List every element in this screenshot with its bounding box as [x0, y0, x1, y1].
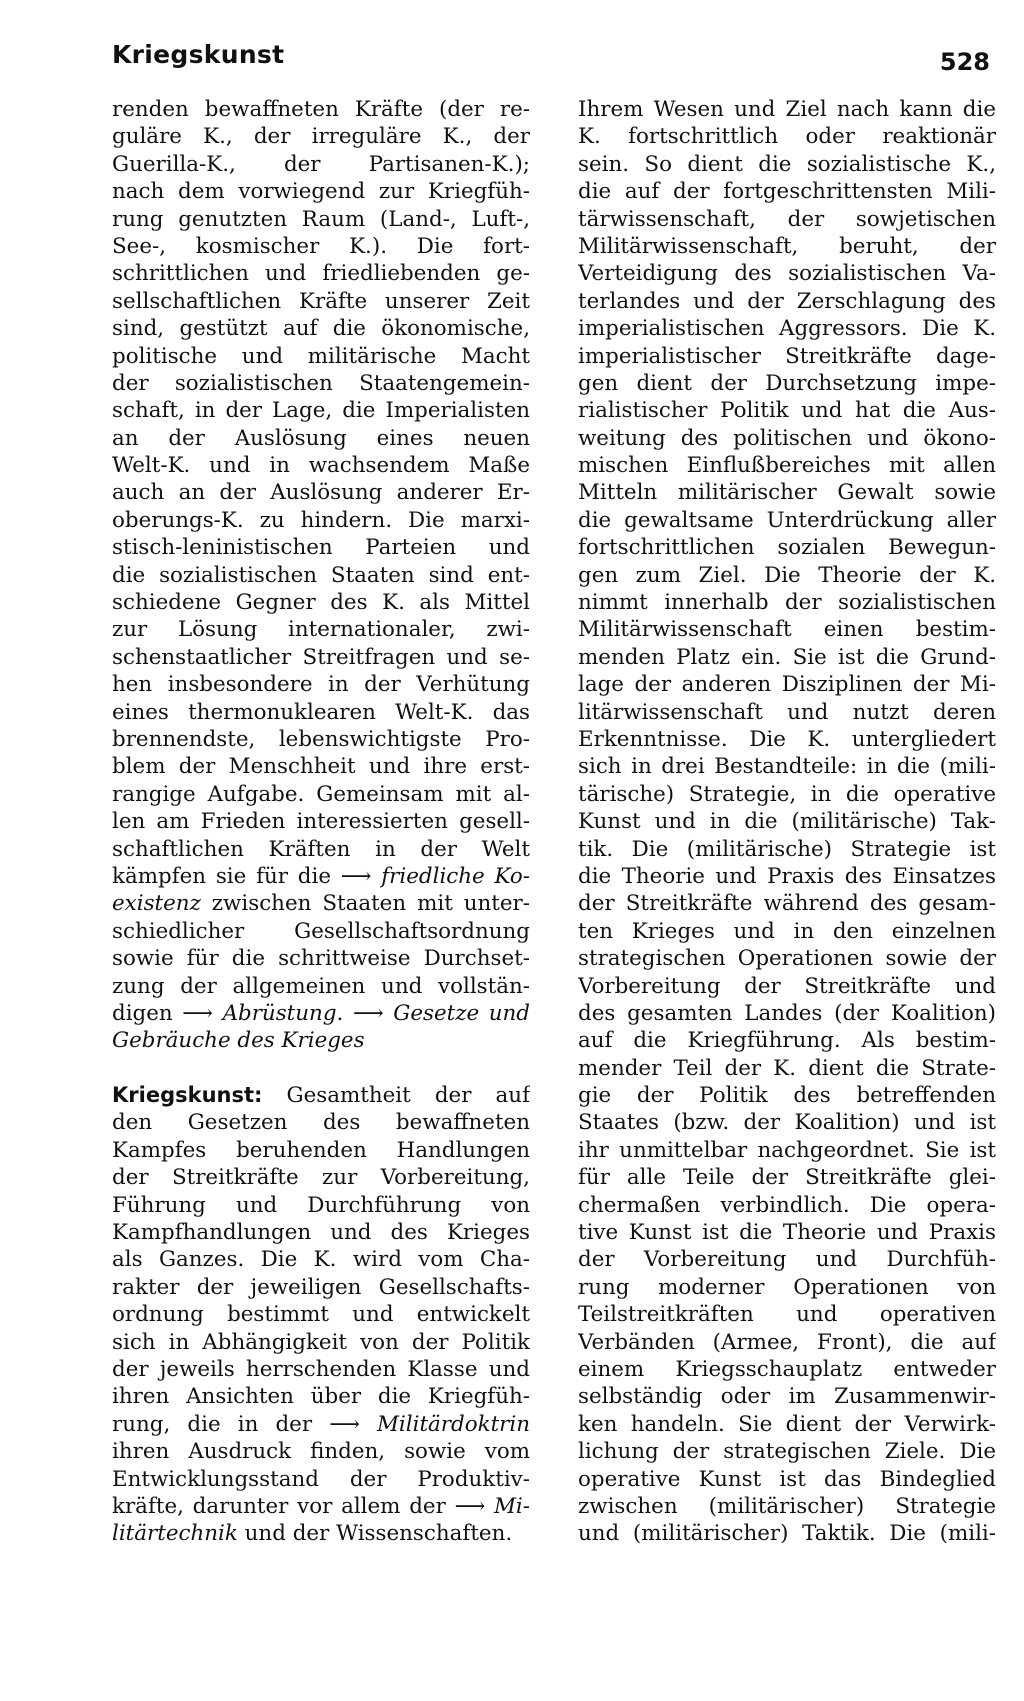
text-line: selbständig oder im Zusammenwir-: [578, 1384, 996, 1410]
cross-reference-arrow: ⟶: [454, 1493, 495, 1519]
text-line: brennendste, lebenswichtigste Pro-: [112, 726, 530, 752]
text-line: ihren Ansichten über die Kriegfüh-: [112, 1384, 530, 1410]
text-line: sich in drei Bestandteile: in die (mili-: [578, 754, 996, 780]
cross-reference-arrow: ⟶: [343, 1000, 394, 1026]
cross-reference-link[interactable]: Mi-: [494, 1493, 530, 1519]
text-line: Ihrem Wesen und Ziel nach kann die: [578, 97, 996, 122]
text-line: schaftlichen Kräften in der Welt: [112, 836, 530, 862]
text-line-friedliche-koexistenz: [112, 863, 530, 890]
text-line: Vorbereitung der Streitkräfte und: [578, 973, 996, 999]
text-line: weitung des politischen und ökono-: [578, 425, 996, 451]
text-line: Staates (bzw. der Koalition) und ist: [578, 1110, 996, 1136]
text-line: gie der Politik des betreffenden: [578, 1083, 996, 1109]
cross-reference-link[interactable]: friedliche Ko-: [381, 863, 530, 889]
cross-reference-link[interactable]: Gesetze und: [393, 1000, 530, 1026]
text-line: Guerilla-K., der Partisanen-K.);: [112, 151, 530, 177]
text-line: menden Platz ein. Sie ist die Grund-: [578, 644, 996, 670]
text-line: Militärwissenschaft, beruht, der: [578, 233, 996, 259]
text-line: Welt-K. und in wachsendem Maße: [112, 453, 530, 479]
text-line: [112, 890, 530, 917]
text-line: Mitteln militärischer Gewalt sowie: [578, 480, 996, 506]
text-line: schiedene Gegner des K. als Mittel: [112, 590, 530, 616]
text-line: mischen Einflußbereiches mit allen: [578, 453, 996, 479]
text-segment: Gesamtheit der auf: [262, 1083, 530, 1109]
text-line: gen zum Ziel. Die Theorie der K.: [578, 562, 996, 588]
text-line: die gewaltsame Unterdrückung aller: [578, 507, 996, 533]
text-line: chermaßen verbindlich. Die opera-: [578, 1192, 996, 1218]
text-line: Militärwissenschaft einen bestim-: [578, 617, 996, 643]
text-line: rung moderner Operationen von: [578, 1274, 996, 1300]
text-line: eines thermonuklearen Welt-K. das: [112, 699, 530, 725]
text-line: schrittlichen und friedliebenden ge-: [112, 261, 530, 287]
left-column: [112, 96, 530, 1548]
entry-first-line: [112, 1082, 530, 1109]
text-line: oberungs-K. zu hindern. Die marxi-: [112, 507, 530, 533]
text-line: nimmt innerhalb der sozialistischen: [578, 590, 996, 616]
text-line: mender Teil der K. dient die Strate-: [578, 1055, 996, 1081]
cross-reference-arrow: ⟶: [329, 1411, 378, 1437]
text-segment: zwischen Staaten mit unter-: [200, 891, 530, 917]
text-line: tärwissenschaft, der sowjetischen: [578, 206, 996, 232]
text-line: Verbänden (Armee, Front), die auf: [578, 1329, 996, 1355]
text-line: rung genutzten Raum (Land-, Luft-,: [112, 206, 530, 232]
text-line: sind, gestützt auf die ökonomische,: [112, 316, 530, 342]
text-line: ordnung bestimmt und entwickelt: [112, 1302, 530, 1328]
text-line: als Ganzes. Die K. wird vom Cha-: [112, 1247, 530, 1273]
text-line: der sozialistischen Staatengemein-: [112, 370, 530, 396]
text-line: blem der Menschheit und ihre erst-: [112, 754, 530, 780]
text-line: auf die Kriegführung. Als bestim-: [578, 1028, 996, 1054]
text-line: politische und militärische Macht: [112, 343, 530, 369]
running-head: Kriegskunst: [112, 40, 285, 69]
text-line: sich in Abhängigkeit von der Politik: [112, 1329, 530, 1355]
text-line: rialistischer Politik und hat die Aus-: [578, 398, 996, 424]
text-line: rakter der jeweiligen Gesellschafts-: [112, 1274, 530, 1300]
text-line: der jeweils herrschenden Klasse und: [112, 1356, 530, 1382]
text-line: einem Kriegsschauplatz entweder: [578, 1356, 996, 1382]
text-segment: kräfte, darunter vor allem der: [112, 1493, 455, 1519]
text-line: schenstaatlicher Streitfragen und se-: [112, 644, 530, 670]
text-line: K. fortschrittlich oder reaktionär: [578, 124, 996, 150]
text-line: lichung der strategischen Ziele. Die: [578, 1439, 996, 1465]
text-line: zur Lösung internationaler, zwi-: [112, 617, 530, 643]
text-line-militaerdoktrin: [112, 1411, 530, 1438]
entry-headword: Kriegskunst:: [112, 1083, 263, 1108]
text-line: operative Kunst ist das Bindeglied: [578, 1466, 996, 1492]
text-line: guläre K., der irreguläre K., der: [112, 124, 530, 150]
text-line: terlandes und der Zerschlagung des: [578, 288, 996, 314]
text-line: sein. So dient die sozialistische K.,: [578, 151, 996, 177]
text-line: tik. Die (militärische) Strategie ist: [578, 836, 996, 862]
cross-reference-link[interactable]: existenz: [112, 891, 201, 917]
text-line: nach dem vorwiegend zur Kriegfüh-: [112, 179, 530, 205]
text-line: Entwicklungsstand der Produktiv-: [112, 1466, 530, 1492]
text-line: sellschaftlichen Kräfte unserer Zeit: [112, 288, 530, 314]
text-line: ihr unmittelbar nachgeordnet. Sie ist: [578, 1137, 996, 1163]
text-line: den Gesetzen des bewaffneten: [112, 1110, 530, 1136]
text-line: lage der anderen Disziplinen der Mi-: [578, 672, 996, 698]
text-line: ihren Ausdruck finden, sowie vom: [112, 1439, 530, 1465]
cross-reference-link[interactable]: Gebräuche des Krieges: [112, 1028, 365, 1054]
text-segment: kämpfen sie für die: [112, 863, 341, 889]
text-line: strategischen Operationen sowie der: [578, 946, 996, 972]
cross-reference-link[interactable]: Abrüstung.: [222, 1000, 344, 1026]
text-line: der Streitkräfte während des gesam-: [578, 891, 996, 917]
text-line-militaertechnik: [112, 1493, 530, 1520]
page-number: 528: [939, 48, 990, 76]
cross-reference-link[interactable]: litärtechnik: [112, 1521, 238, 1547]
text-line: Führung und Durchführung von: [112, 1192, 530, 1218]
text-line-abruestung: [112, 1000, 530, 1027]
text-line: tive Kunst ist die Theorie und Praxis: [578, 1220, 996, 1246]
text-line: gen dient der Durchsetzung impe-: [578, 370, 996, 396]
text-line: und (militärischer) Taktik. Die (mili-: [578, 1521, 996, 1547]
text-line: hen insbesondere in der Verhütung: [112, 672, 530, 698]
text-line: len am Frieden interessierten gesell-: [112, 809, 530, 835]
text-line: ten Krieges und in den einzelnen: [578, 918, 996, 944]
text-line: der Vorbereitung und Durchfüh-: [578, 1247, 996, 1273]
text-line: litärwissenschaft und nutzt deren: [578, 699, 996, 725]
text-line: schiedlicher Gesellschaftsordnung: [112, 918, 530, 944]
text-line: Verteidigung des sozialistischen Va-: [578, 261, 996, 287]
text-line: Kunst und in die (militärische) Tak-: [578, 809, 996, 835]
text-line: der Streitkräfte zur Vorbereitung,: [112, 1165, 530, 1191]
text-line: für alle Teile der Streitkräfte glei-: [578, 1165, 996, 1191]
text-line: Teilstreitkräften und operativen: [578, 1302, 996, 1328]
text-line: zung der allgemeinen und vollstän-: [112, 973, 530, 999]
text-line: rangige Aufgabe. Gemeinsam mit al-: [112, 781, 530, 807]
text-line: Erkenntnisse. Die K. untergliedert: [578, 726, 996, 752]
text-line: fortschrittlichen sozialen Bewegun-: [578, 535, 996, 561]
text-segment: digen: [112, 1000, 183, 1026]
text-line: die auf der fortgeschrittensten Mili-: [578, 179, 996, 205]
text-line: zwischen (militärischer) Strategie: [578, 1493, 996, 1519]
text-line: des gesamten Landes (der Koalition): [578, 1000, 996, 1026]
cross-reference-link[interactable]: Militärdoktrin: [377, 1411, 530, 1437]
text-line: an der Auslösung eines neuen: [112, 425, 530, 451]
text-line: Kampfes beruhenden Handlungen: [112, 1137, 530, 1163]
text-line: renden bewaffneten Kräfte (der re-: [112, 97, 530, 122]
text-line: Kampfhandlungen und des Krieges: [112, 1220, 530, 1246]
text-line: die sozialistischen Staaten sind ent-: [112, 562, 530, 588]
text-line: See-, kosmischer K.). Die fort-: [112, 233, 530, 259]
paragraph-gap: [112, 1055, 530, 1082]
text-line: sowie für die schrittweise Durchset-: [112, 946, 530, 972]
text-line: imperialistischen Aggressors. Die K.: [578, 316, 996, 342]
text-line: ken handeln. Sie dient der Verwirk-: [578, 1411, 996, 1437]
text-segment: und der Wissenschaften.: [237, 1521, 513, 1547]
cross-reference-arrow: ⟶: [340, 863, 382, 889]
text-line: stisch-leninistischen Parteien und: [112, 535, 530, 561]
cross-reference-arrow: ⟶: [182, 1000, 223, 1026]
text-line: die Theorie und Praxis des Einsatzes: [578, 863, 996, 889]
right-column: [578, 96, 996, 1548]
text-segment: rung, die in der: [112, 1411, 330, 1437]
text-line: imperialistischer Streitkräfte dage-: [578, 343, 996, 369]
text-line: auch an der Auslösung anderer Er-: [112, 480, 530, 506]
text-line: [112, 1520, 530, 1547]
text-line: schaft, in der Lage, die Imperialisten: [112, 398, 530, 424]
text-line: tärische) Strategie, in die operative: [578, 781, 996, 807]
